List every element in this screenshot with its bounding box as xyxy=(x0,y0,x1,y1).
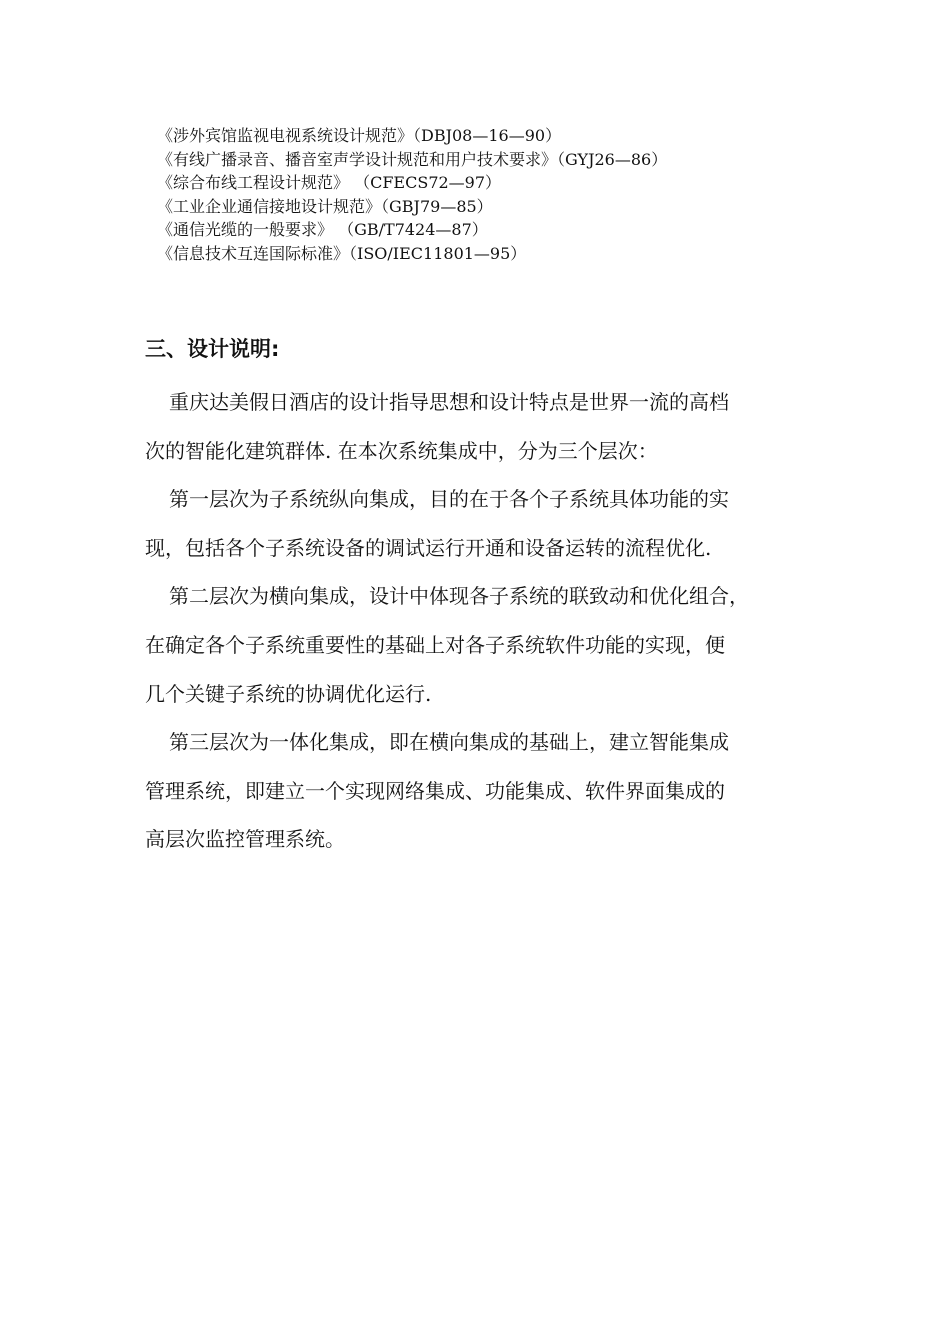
reference-item: 《综合布线工程设计规范》 （CFECS72—97） xyxy=(157,173,502,192)
reference-item: 《有线广播录音、播音室声学设计规范和用户技术要求》（GYJ26—86） xyxy=(157,149,668,169)
reference-list xyxy=(157,124,857,265)
paragraph-line: 现，包括各个子系统设备的调试运行开通和设备运转的流程优化. xyxy=(145,535,712,560)
paragraph-line: 第二层次为横向集成，设计中体现各子系统的联致动和优化组合， xyxy=(169,584,749,609)
section-body xyxy=(145,378,825,864)
paragraph-line: 重庆达美假日酒店的设计指导思想和设计特点是世界一流的高档 xyxy=(169,390,729,414)
reference-item: 《信息技术互连国际标准》（ISO/IEC11801—95） xyxy=(157,243,527,263)
paragraph-line: 第三层次为一体化集成，即在横向集成的基础上，建立智能集成 xyxy=(169,730,729,755)
paragraph-line: 在确定各个子系统重要性的基础上对各子系统软件功能的实现，便 xyxy=(145,632,725,657)
reference-item: 《涉外宾馆监视电视系统设计规范》（DBJ08—16—90） xyxy=(157,126,562,145)
reference-item: 《通信光缆的一般要求》 （GB/T7424—87） xyxy=(157,220,488,239)
reference-item: 《工业企业通信接地设计规范》（GBJ79—85） xyxy=(157,196,493,216)
paragraph-line: 几个关键子系统的协调优化运行. xyxy=(145,681,432,706)
paragraph-line: 管理系统，即建立一个实现网络集成、功能集成、软件界面集成的 xyxy=(145,778,725,803)
paragraph-line: 高层次监控管理系统。 xyxy=(145,827,345,852)
paragraph-line: 次的智能化建筑群体. 在本次系统集成中，分为三个层次： xyxy=(145,438,658,463)
paragraph-line: 第一层次为子系统纵向集成，目的在于各个子系统具体功能的实 xyxy=(169,487,729,512)
section-heading: 三、设计说明: xyxy=(145,337,280,361)
